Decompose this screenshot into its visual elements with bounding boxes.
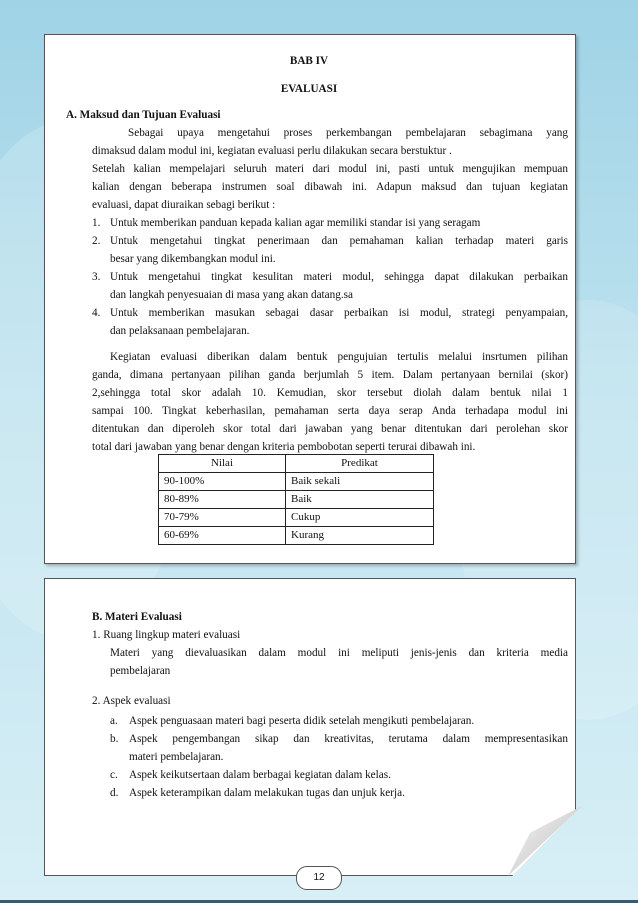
paragraph-line: Kegiatan evaluasi diberikan dalam bentuk pengujuian tertulis melalui insrtumen pilihan (110, 351, 568, 363)
table-cell: Cukup (286, 509, 434, 527)
paragraph-line: 2,sehingga total skor adalah 10. Kemudian, skor tersebut diolah dalam bentuk nilai 1 (92, 387, 568, 399)
table-header: Predikat (286, 455, 434, 473)
list-item: Aspek penguasaan materi bagi peserta didik setelah mengikuti pembelajaran. (129, 715, 475, 727)
section-a-heading: A. Maksud dan Tujuan Evaluasi (66, 109, 221, 121)
table-header: Nilai (159, 455, 286, 473)
paragraph-line: pembelajaran (110, 665, 171, 677)
paragraph-line: kalian dengan beberapa instrumen soal dibawah ini. Adapun maksud dan tujuan kegiatan (92, 181, 568, 193)
list-item: dan pelaksanaan pembelajaran. (110, 325, 250, 337)
list-number: 1. (92, 217, 101, 229)
paragraph-line: total dari jawaban yang benar dengan kriteria pembobotan seperti terurai dibawah ini. (92, 441, 476, 453)
list-item: Untuk memberikan panduan kepada kalian agar memiliki standar isi yang seragam (110, 217, 481, 229)
paragraph-line: ditentukan dan diperoleh skor total dari jawaban yang benar ditentukan dari perolehan skor (92, 423, 568, 435)
list-item: Aspek pengembangan sikap dan kreativitas, terutama dalam mempresentasikan (129, 733, 568, 745)
paragraph-line: dimaksud dalam modul ini, kegiatan evaluasi perlu dilakukan secara berstuktur . (92, 145, 452, 157)
list-item: 1. Ruang lingkup materi evaluasi (92, 629, 241, 641)
list-item: 2. Aspek evaluasi (92, 695, 171, 707)
list-number: 2. (92, 235, 101, 247)
list-item: Untuk mengetahui tingkat kesulitan materi modul, sehingga dapat dilakukan perbaikan (110, 271, 568, 283)
paragraph-line: evaluasi, dapat diuraikan sebagi berikut : (92, 199, 276, 211)
table-row (159, 473, 434, 491)
table-row (159, 509, 434, 527)
paragraph-line: Sebagai upaya mengetahui proses perkembangan pembelajaran sebagimana yang (128, 127, 568, 139)
list-number: 4. (92, 307, 101, 319)
list-item: materi pembelajaran. (129, 751, 224, 763)
list-letter: a. (110, 715, 118, 727)
table-row (159, 527, 434, 545)
paragraph-line: ganda, dimana pertanyaan pilihan ganda berjumlah 5 item. Dalam pertanyaan bernilai (skor) (92, 369, 568, 381)
table-cell: 80-89% (159, 491, 286, 509)
list-item: besar yang dikembangkan modul ini. (110, 253, 276, 265)
page-title: EVALUASI (280, 83, 338, 95)
list-item: Aspek keikutsertaan dalam berbagai kegiatan dalam kelas. (129, 769, 391, 781)
list-number: 3. (92, 271, 101, 283)
paragraph-line: Materi yang dievaluasikan dalam modul ini meliputi jenis-jenis dan kriteria media (110, 647, 568, 659)
paragraph-line: sampai 100. Tingkat keberhasilan, pemahaman serta daya serap Anda terhadapa modul ini (92, 405, 568, 417)
table-cell: Baik sekali (286, 473, 434, 491)
section-b-heading: B. Materi Evaluasi (92, 611, 182, 623)
list-item: Untuk mengetahui tingkat penerimaan dan pemahaman kalian terhadap materi garis (110, 235, 568, 247)
table-cell: Baik (286, 491, 434, 509)
table-row (159, 491, 434, 509)
table-cell: 70-79% (159, 509, 286, 527)
list-item: dan langkah penyesuaian di masa yang akan datang.sa (110, 289, 353, 301)
list-item: Aspek keterampikan dalam melakukan tugas dan unjuk kerja. (129, 787, 405, 799)
chapter-label: BAB IV (289, 55, 329, 67)
table-cell: 90-100% (159, 473, 286, 491)
grading-table (158, 454, 434, 545)
page-number: 12 (296, 866, 342, 890)
list-letter: b. (110, 733, 119, 745)
table-header-row (159, 455, 434, 473)
paragraph-line: Setelah kalian mempelajari seluruh materi dari modul ini, pasti untuk mengujikan mempuan (92, 163, 568, 175)
list-letter: c. (110, 769, 118, 781)
table-cell: Kurang (286, 527, 434, 545)
list-letter: d. (110, 787, 119, 799)
list-item: Untuk memberikan masukan sebagai dasar perbaikan isi modul, strategi penyampaian, (110, 307, 568, 319)
table-cell: 60-69% (159, 527, 286, 545)
